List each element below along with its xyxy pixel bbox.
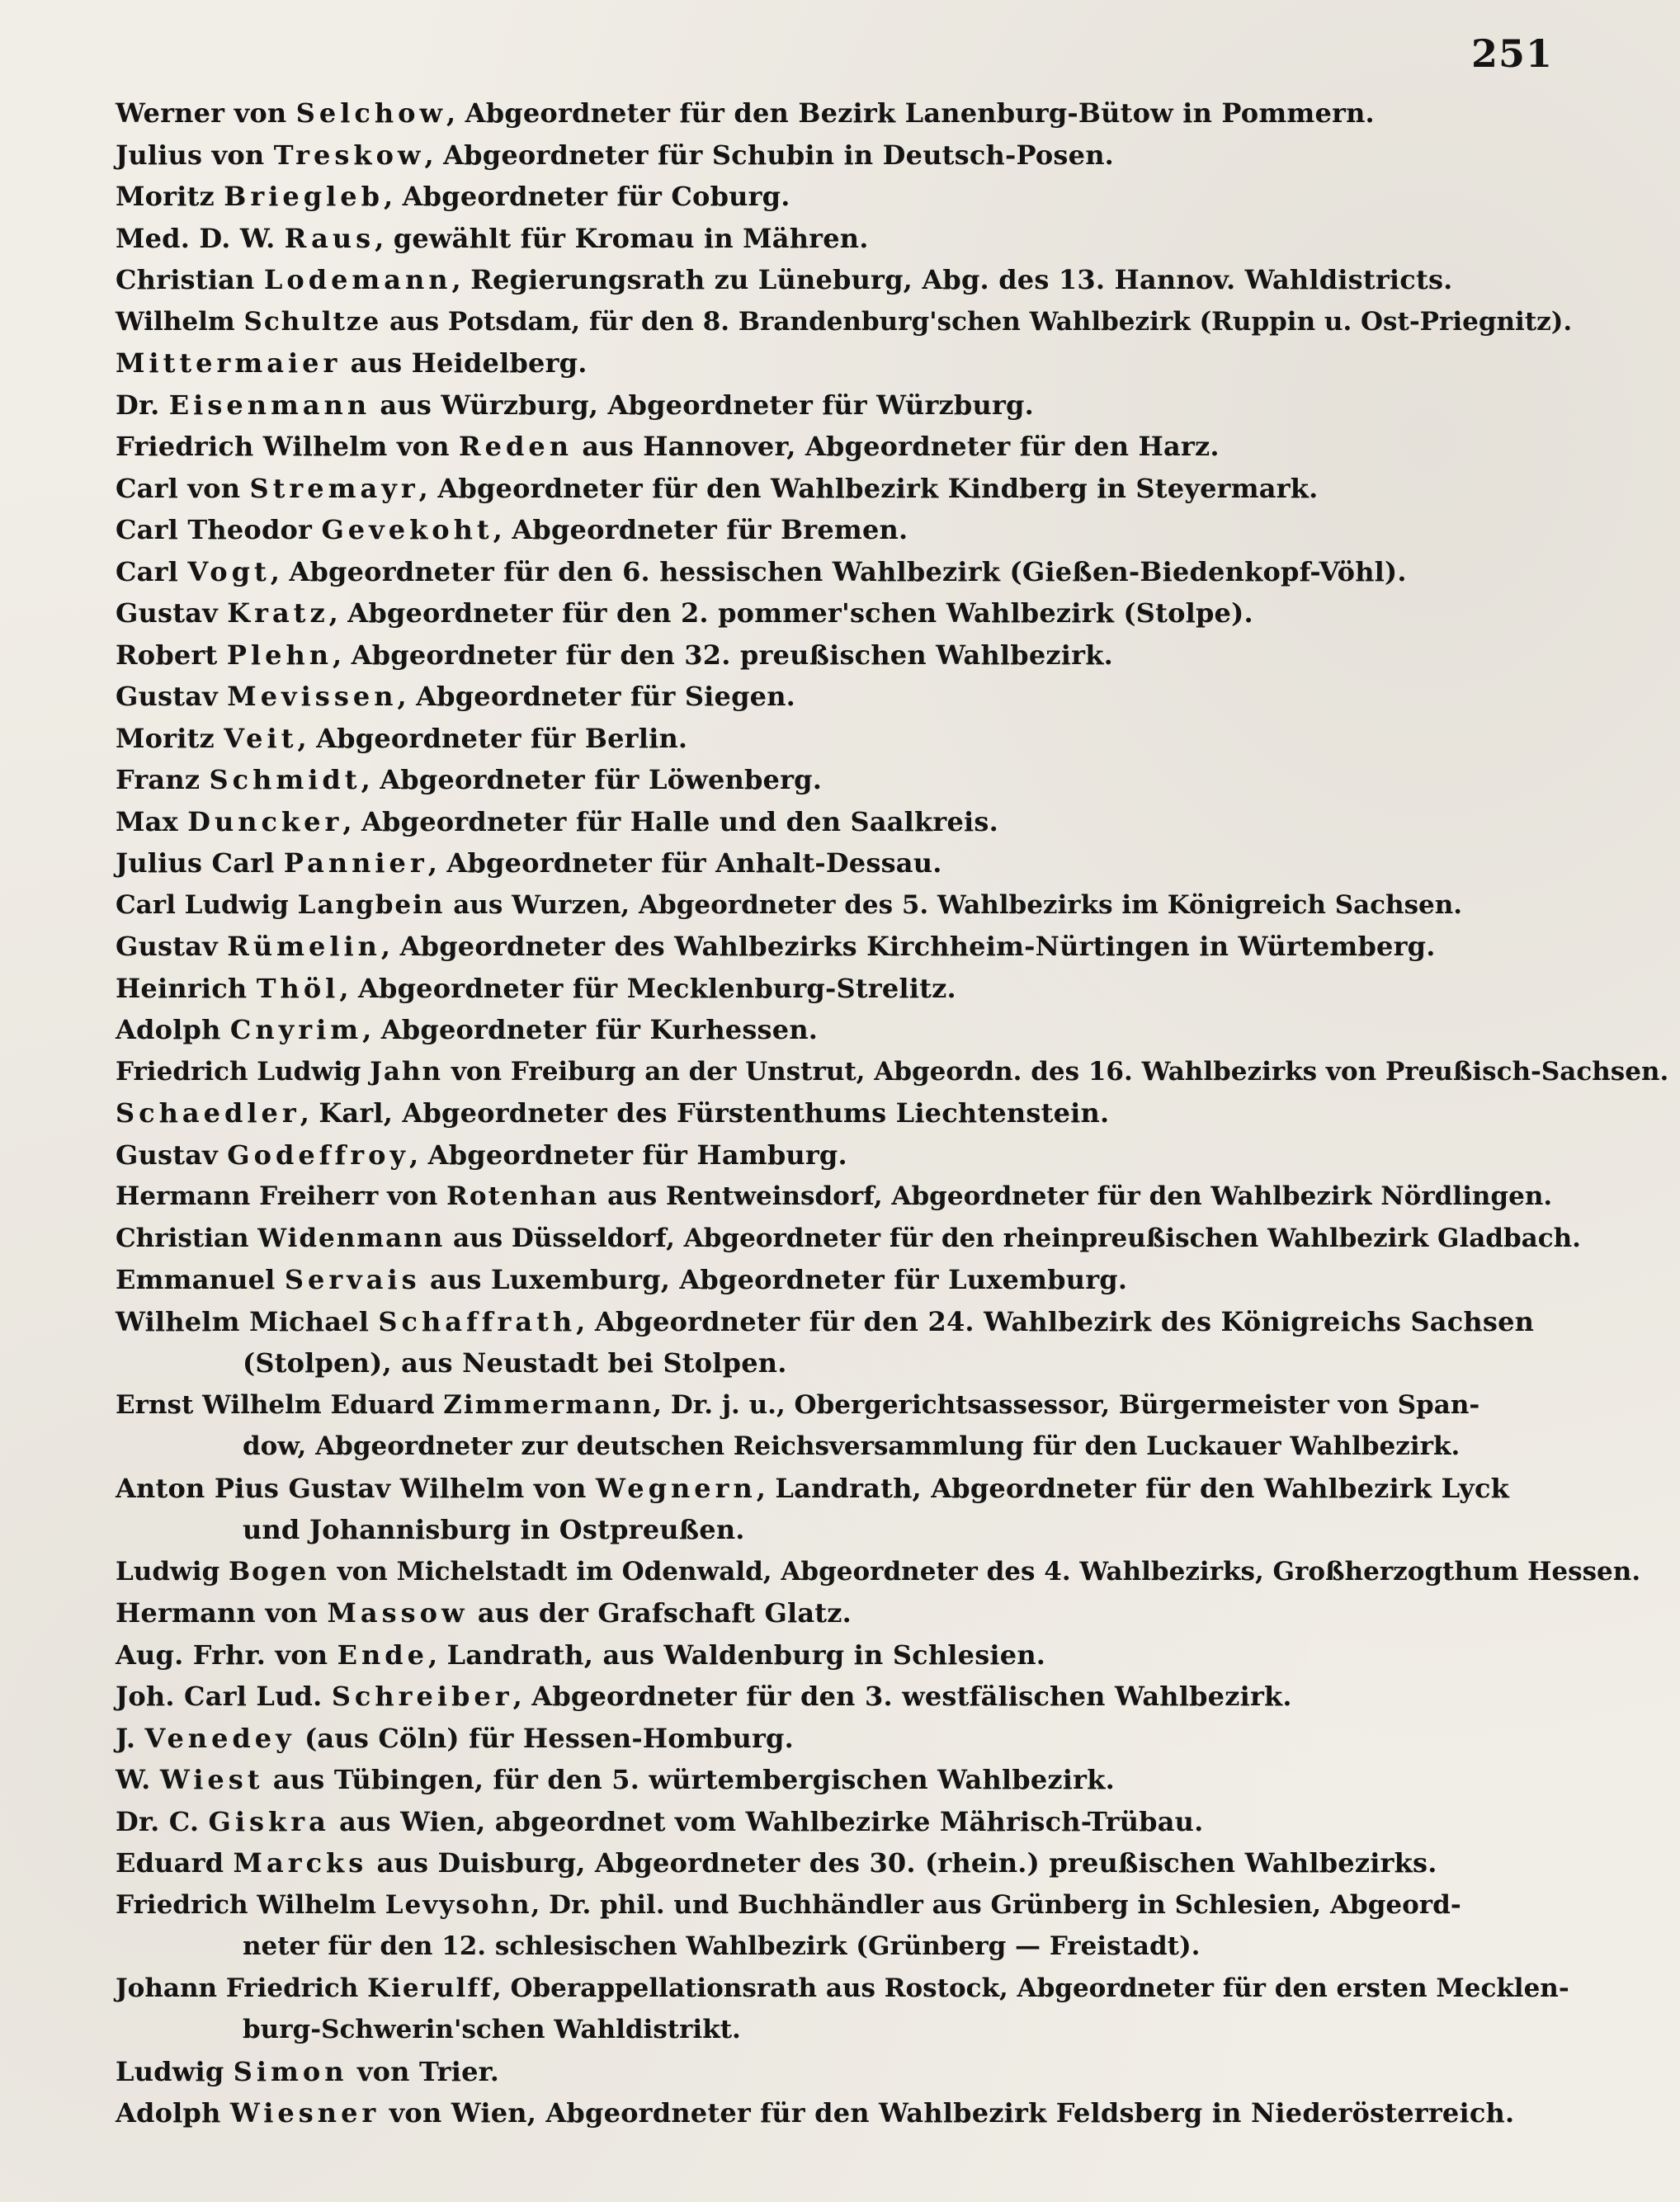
entry-surname: Veit [224, 722, 298, 754]
entry-surname: Raus [284, 222, 375, 254]
entry-continuation: neter für den 12. schlesischen Wahlbezirk (Grünberg — Freistadt). [243, 1931, 1201, 1961]
entry-description: , Abgeordneter für Halle und den Saalkreis. [342, 805, 998, 837]
entry-description: von Michelstadt im Odenwald, Abgeordneter des 4. Wahlbezirks, Großherzogthum Hessen. [328, 1556, 1641, 1587]
page-number: 251 [1470, 31, 1553, 76]
entry-given-name: Dr. [116, 389, 169, 421]
entry-description: , Abgeordneter des Wahlbezirks Kirchheim-Nürtingen in Würtemberg. [380, 931, 1436, 962]
entry-line [116, 1801, 1568, 1843]
entry-surname: Wegnern [595, 1472, 757, 1504]
entry-given-name: Heinrich [116, 972, 257, 1004]
entry-description: , Dr. j. u., Obergerichtsassessor, Bürgermeister von Span- [653, 1389, 1480, 1420]
entry-description: von Freiburg an der Unstrut, Abgeordn. des 16. Wahlbezirks von Preußisch-Sachsen. [442, 1056, 1669, 1087]
entry-line [116, 426, 1568, 468]
entry-description: , Abgeordneter für Anhalt-Dessau. [427, 847, 942, 879]
entry-line [116, 92, 1568, 134]
entry-description: aus Luxemburg, Abgeordneter für Luxemburg. [420, 1264, 1128, 1295]
entry-surname: Stremayr [249, 472, 419, 504]
entry-surname: Mittermaier [116, 347, 342, 379]
entry-line [116, 1301, 1568, 1384]
entry-line [116, 1218, 1581, 1260]
entry-surname: Schaedler [116, 1097, 300, 1129]
entry-continuation: dow, Abgeordneter zur deutschen Reichsversammlung für den Luckauer Wahlbezirk. [243, 1431, 1461, 1461]
entry-given-name: J. [116, 1722, 145, 1754]
entry-given-name: Christian [116, 1223, 258, 1253]
entry-given-name: Eduard [116, 1847, 234, 1879]
entry-description: , Karl, Abgeordneter des Fürstenthums Liechtenstein. [300, 1097, 1110, 1129]
entry-given-name: Carl [116, 555, 188, 587]
entry-given-name: Friedrich Wilhelm von [116, 431, 460, 462]
entry-surname: Kratz [227, 597, 329, 629]
entry-surname: Marcks [233, 1847, 368, 1879]
entry-line [116, 259, 1568, 301]
entry-description: , Abgeordneter für den Wahlbezirk Kindberg in Steyermark. [418, 472, 1319, 504]
entry-surname: Treskow [273, 139, 425, 171]
entry-line [116, 676, 1568, 718]
entry-given-name: Friedrich Wilhelm [116, 1889, 385, 1920]
entry-line [116, 592, 1568, 634]
entry-description: , gewählt für Kromau in Mähren. [375, 222, 869, 254]
entry-surname: Lodemann [263, 264, 452, 295]
entry-description: , Abgeordneter für Bremen. [493, 514, 908, 545]
entry-continuation: (Stolpen), aus Neustadt bei Stolpen. [243, 1347, 787, 1379]
entry-given-name: Carl Theodor [116, 514, 322, 545]
entry-line [116, 1551, 1641, 1593]
entry-list [116, 92, 1669, 2134]
entry-line [116, 301, 1573, 343]
entry-given-name: Adolph [116, 1014, 230, 1045]
entry-given-name: Dr. C. [116, 1805, 209, 1837]
entry-given-name: Adolph [116, 2097, 230, 2129]
entry-given-name: Moritz [116, 181, 224, 212]
entry-line [116, 926, 1568, 968]
entry-description: , Abgeordneter für Coburg. [383, 181, 790, 212]
entry-given-name: Johann Friedrich [116, 1973, 368, 2003]
entry-continuation: burg-Schwerin'schen Wahldistrikt. [243, 2015, 741, 2044]
entry-given-name: Gustav [116, 681, 228, 712]
entry-given-name: Anton Pius Gustav Wilhelm von [116, 1472, 596, 1504]
entry-given-name: Carl von [116, 472, 250, 504]
entry-line [116, 1009, 1568, 1051]
entry-line [116, 2092, 1568, 2134]
entry-description: , Abgeordneter für Mecklenburg-Strelitz. [339, 972, 956, 1004]
entry-surname: Widenmann [257, 1223, 445, 1253]
entry-surname: Bogen [228, 1556, 328, 1587]
entry-surname: Jahn [370, 1056, 443, 1087]
entry-line [116, 1259, 1568, 1301]
entry-given-name: Med. D. W. [116, 222, 285, 254]
entry-surname: Rotenhan [446, 1181, 599, 1211]
entry-surname: Massow [327, 1597, 469, 1629]
entry-surname: Cnyrim [229, 1014, 363, 1045]
entry-line [116, 634, 1568, 677]
entry-given-name: Ernst Wilhelm Eduard [116, 1389, 444, 1420]
entry-description: aus Wurzen, Abgeordneter des 5. Wahlbezirks im Königreich Sachsen. [444, 889, 1463, 920]
entry-description: , Abgeordneter für den 24. Wahlbezirk des Königreichs Sachsen [576, 1305, 1535, 1337]
entry-description: , Landrath, aus Waldenburg in Schlesien. [427, 1639, 1046, 1671]
entry-description: aus Heidelberg. [341, 347, 588, 379]
entry-line [116, 551, 1568, 593]
entry-description: von Wien, Abgeordneter für den Wahlbezirk Feldsberg in Niederösterreich. [380, 2097, 1515, 2129]
entry-given-name: Friedrich Ludwig [116, 1056, 370, 1087]
entry-surname: Plehn [226, 639, 333, 671]
entry-description: , Abgeordneter für den 32. preußischen Wahlbezirk. [332, 639, 1113, 671]
entry-given-name: Wilhelm [116, 306, 244, 337]
entry-given-name: Gustav [116, 1139, 228, 1171]
entry-surname: Vogt [187, 555, 271, 587]
entry-surname: Pannier [283, 847, 428, 879]
entry-description: , Abgeordneter für Berlin. [297, 722, 688, 754]
entry-line [116, 1092, 1568, 1134]
entry-given-name: Joh. Carl Lud. [116, 1681, 332, 1712]
entry-line [116, 1468, 1568, 1551]
entry-surname: Kierulff [367, 1973, 493, 2003]
entry-surname: Langbein [297, 889, 445, 920]
entry-line [116, 1759, 1568, 1801]
entry-line [116, 468, 1568, 510]
entry-line [116, 509, 1568, 551]
entry-line [116, 759, 1568, 801]
entry-continuation: und Johannisburg in Ostpreußen. [243, 1514, 745, 1545]
entry-surname: Zimmermann [443, 1389, 654, 1420]
entry-line [116, 176, 1568, 218]
entry-given-name: Christian [116, 264, 264, 295]
entry-surname: Schmidt [209, 764, 361, 795]
entry-surname: Schreiber [331, 1681, 513, 1712]
entry-description: , Abgeordneter für den Bezirk Lanenburg-Bütow in Pommern. [446, 97, 1375, 129]
entry-description: , Oberappellationsrath aus Rostock, Abgeordneter für den ersten Mecklen- [492, 1973, 1569, 2003]
entry-surname: Thöl [256, 972, 340, 1004]
entry-surname: Duncker [187, 805, 343, 837]
entry-surname: Rümelin [227, 931, 381, 962]
entry-surname: Eisenmann [168, 389, 371, 421]
entry-surname: Reden [459, 431, 573, 462]
entry-surname: Wiesner [229, 2097, 380, 2129]
entry-description: aus Hannover, Abgeordneter für den Harz. [572, 431, 1220, 462]
entry-description: , Dr. phil. und Buchhändler aus Grünberg in Schlesien, Abgeord- [531, 1889, 1461, 1920]
entry-description: aus der Grafschaft Glatz. [468, 1597, 852, 1629]
entry-description: aus Düsseldorf, Abgeordneter für den rheinpreußischen Wahlbezirk Gladbach. [444, 1223, 1581, 1253]
entry-given-name: Hermann Freiherr von [116, 1181, 447, 1211]
entry-description: (aus Cöln) für Hessen-Homburg. [295, 1722, 794, 1754]
entry-given-name: Moritz [116, 722, 224, 754]
entry-description: , Abgeordneter für Löwenberg. [361, 764, 823, 795]
entry-description: , Abgeordneter für den 3. westfälischen Wahlbezirk. [512, 1681, 1292, 1712]
entry-surname: Schaffrath [378, 1305, 577, 1337]
entry-given-name: Hermann von [116, 1597, 328, 1629]
entry-line [116, 342, 1568, 384]
entry-given-name: Franz [116, 764, 210, 795]
entry-description: , Abgeordneter für den 2. pommer'schen Wahlbezirk (Stolpe). [328, 597, 1253, 629]
entry-line [116, 1968, 1568, 2051]
entry-surname: Selchow [295, 97, 446, 129]
entry-line [116, 968, 1568, 1010]
entry-given-name: Ludwig [116, 2055, 234, 2087]
entry-surname: Godeffroy [227, 1139, 409, 1171]
entry-given-name: Julius Carl [116, 847, 284, 879]
entry-description: , Abgeordneter für den 6. hessischen Wahlbezirk (Gießen-Biedenkopf-Vöhl). [270, 555, 1407, 587]
entry-line [116, 1842, 1568, 1884]
entry-description: , Abgeordneter für Siegen. [397, 681, 796, 712]
entry-line [116, 1176, 1568, 1218]
entry-surname: Ende [337, 1639, 428, 1671]
entry-line [116, 842, 1568, 884]
entry-surname: Giskra [208, 1805, 330, 1837]
entry-given-name: Carl Ludwig [116, 889, 298, 920]
entry-given-name: Ludwig [116, 1556, 229, 1587]
entry-given-name: Max [116, 805, 188, 837]
entry-surname: Schultze [243, 306, 381, 337]
entry-line [116, 384, 1568, 427]
entry-surname: Simon [233, 2055, 348, 2087]
entry-line [116, 2051, 1568, 2093]
entry-surname: Gevekoht [321, 514, 493, 545]
entry-line [116, 134, 1568, 177]
entry-given-name: Julius von [116, 139, 274, 171]
entry-line [116, 718, 1568, 760]
entry-description: aus Würzburg, Abgeordneter für Würzburg. [370, 389, 1034, 421]
entry-line [116, 1634, 1568, 1676]
entry-line [116, 1884, 1568, 1968]
entry-surname: Servais [284, 1264, 421, 1295]
entry-description: , Abgeordneter für Hamburg. [409, 1139, 847, 1171]
entry-description: aus Wien, abgeordnet vom Wahlbezirke Mährisch-Trübau. [329, 1805, 1204, 1837]
entry-line [116, 218, 1568, 260]
entry-surname: Venedey [144, 1722, 295, 1754]
entry-line [116, 1384, 1568, 1468]
entry-surname: Mevissen [227, 681, 398, 712]
entry-line [116, 1592, 1568, 1634]
entry-description: , Abgeordneter für Kurhessen. [362, 1014, 819, 1045]
entry-description: , Regierungsrath zu Lüneburg, Abg. des 13. Hannov. Wahldistricts. [451, 264, 1453, 295]
entry-line [116, 801, 1568, 843]
entry-surname: Wiest [159, 1764, 264, 1795]
entry-line [116, 1134, 1568, 1176]
entry-given-name: Gustav [116, 597, 228, 629]
entry-description: aus Rentweinsdorf, Abgeordneter für den Wahlbezirk Nördlingen. [598, 1181, 1553, 1211]
entry-description: , Landrath, Abgeordneter für den Wahlbezirk Lyck [756, 1472, 1510, 1504]
entry-line [116, 1718, 1568, 1760]
entry-description: aus Potsdam, für den 8. Brandenburg'schen Wahlbezirk (Ruppin u. Ost-Priegnitz). [380, 306, 1573, 337]
entry-given-name: W. [116, 1764, 160, 1795]
entry-surname: Levysohn [385, 1889, 531, 1920]
entry-given-name: Aug. Frhr. von [116, 1639, 337, 1671]
entry-surname: Briegleb [224, 181, 384, 212]
entry-line [116, 1676, 1568, 1718]
entry-description: aus Duisburg, Abgeordneter des 30. (rhein.) preußischen Wahlbezirks. [367, 1847, 1437, 1879]
entry-description: , Abgeordneter für Schubin in Deutsch-Posen. [424, 139, 1115, 171]
entry-description: von Trier. [347, 2055, 500, 2087]
entry-given-name: Emmanuel [116, 1264, 285, 1295]
entry-line [116, 1051, 1669, 1093]
entry-given-name: Wilhelm Michael [116, 1305, 379, 1337]
entry-description: aus Tübingen, für den 5. würtembergischen Wahlbezirk. [263, 1764, 1115, 1795]
entry-given-name: Werner von [116, 97, 296, 129]
entry-given-name: Gustav [116, 931, 228, 962]
entry-line [116, 884, 1568, 927]
entry-given-name: Robert [116, 639, 227, 671]
